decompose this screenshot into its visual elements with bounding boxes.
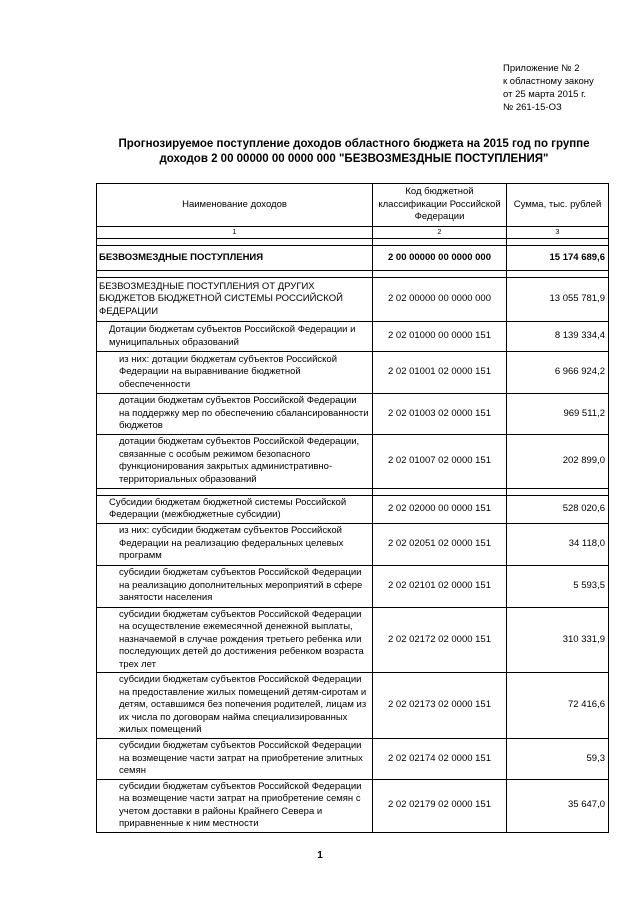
row-amount: 34 118,0 (507, 523, 609, 565)
row-name: из них: дотации бюджетам субъектов Российской Федерации на выравнивание бюджетной обеспеченности (97, 352, 373, 394)
table-row (97, 565, 609, 607)
annex-line: № 261-15-ОЗ (503, 102, 562, 113)
table-row (97, 322, 609, 352)
row-name: субсидии бюджетам субъектов Российской Федерации на реализацию дополнительных мероприятий в сфере занятости населения (97, 565, 373, 607)
row-amount: 15 174 689,6 (507, 246, 609, 271)
spacer-row (97, 239, 609, 246)
row-name: БЕЗВОЗМЕЗДНЫЕ ПОСТУПЛЕНИЯ (97, 246, 373, 271)
row-amount: 310 331,9 (507, 607, 609, 673)
annex-line: Приложение № 2 (503, 63, 580, 74)
table-row (97, 434, 609, 488)
row-amount: 59,3 (507, 739, 609, 780)
row-code: 2 02 02000 00 0000 151 (373, 495, 507, 523)
row-amount: 35 647,0 (507, 779, 609, 832)
row-code: 2 02 01001 02 0000 151 (373, 352, 507, 394)
table-row (97, 523, 609, 565)
row-code: 2 02 01007 02 0000 151 (373, 434, 507, 488)
row-amount: 528 020,6 (507, 495, 609, 523)
row-amount: 969 511,2 (507, 394, 609, 435)
header-sum: Сумма, тыс. рублей (507, 184, 609, 227)
table-row (97, 739, 609, 780)
row-code: 2 02 02172 02 0000 151 (373, 607, 507, 673)
row-amount: 202 899,0 (507, 434, 609, 488)
title-line: Прогнозируемое поступление доходов областного бюджета на 2015 год по группе (118, 138, 590, 150)
table-row (97, 246, 609, 271)
row-code: 2 02 02173 02 0000 151 (373, 673, 507, 739)
row-code: 2 02 00000 00 0000 000 (373, 278, 507, 322)
row-code: 2 02 02179 02 0000 151 (373, 779, 507, 832)
table-header (97, 184, 609, 227)
column-number: 3 (507, 227, 609, 239)
row-name: дотации бюджетам субъектов Российской Федерации, связанные с особым режимом безопасного функционирования закрытых административно-территориальных образований (97, 434, 373, 488)
table-row (97, 394, 609, 435)
column-number: 1 (97, 227, 373, 239)
annex-line: к областному закону (503, 76, 594, 87)
spacer-row (97, 271, 609, 278)
row-code: 2 00 00000 00 0000 000 (373, 246, 507, 271)
row-name: субсидии бюджетам субъектов Российской Федерации на осуществление ежемесячной денежной выплаты, назначаемой в случае рождения третьего ребенка или последующих детей до достижения ребенком возраста трех лет (97, 607, 373, 673)
row-amount: 72 416,6 (507, 673, 609, 739)
row-amount: 8 139 334,4 (507, 322, 609, 352)
table-row (97, 607, 609, 673)
title-line: доходов 2 00 00000 00 0000 000 "БЕЗВОЗМЕЗДНЫЕ ПОСТУПЛЕНИЯ" (159, 153, 549, 165)
row-name: БЕЗВОЗМЕЗДНЫЕ ПОСТУПЛЕНИЯ ОТ ДРУГИХ БЮДЖЕТОВ БЮДЖЕТНОЙ СИСТЕМЫ РОССИЙСКОЙ ФЕДЕРАЦИИ (97, 278, 373, 322)
table-row (97, 495, 609, 523)
spacer-row (97, 488, 609, 495)
annex-line: от 25 марта 2015 г. (503, 89, 587, 100)
row-name: Субсидии бюджетам бюджетной системы Российской Федерации (межбюджетные субсидии) (97, 495, 373, 523)
row-code: 2 02 01003 02 0000 151 (373, 394, 507, 435)
revenue-table (96, 183, 609, 833)
row-name: субсидии бюджетам субъектов Российской Федерации на возмещение части затрат на приобретение семян с учетом доставки в районы Крайнего Севера и приравненные к ним местности (97, 779, 373, 832)
row-name: субсидии бюджетам субъектов Российской Федерации на возмещение части затрат на приобретение элитных семян (97, 739, 373, 780)
table-row (97, 673, 609, 739)
header-code: Код бюджетной классификации Российской Федерации (373, 184, 507, 227)
page-number: 1 (317, 850, 323, 861)
document-title (96, 137, 612, 167)
row-name: Дотации бюджетам субъектов Российской Федерации и муниципальных образований (97, 322, 373, 352)
table-row (97, 352, 609, 394)
row-code: 2 02 02101 02 0000 151 (373, 565, 507, 607)
row-code: 2 02 02051 02 0000 151 (373, 523, 507, 565)
annex-block (503, 62, 594, 114)
row-amount: 5 593,5 (507, 565, 609, 607)
table-row (97, 779, 609, 832)
row-name: из них: субсидии бюджетам субъектов Российской Федерации на реализацию федеральных целевых программ (97, 523, 373, 565)
row-name: субсидии бюджетам субъектов Российской Федерации на предоставление жилых помещений детям-сиротам и детям, оставшимся без попечения родителей, лицам из их числа по договорам найма специализированных жилых помещений (97, 673, 373, 739)
column-numbers-row (97, 227, 609, 239)
table-row (97, 278, 609, 322)
row-name: дотации бюджетам субъектов Российской Федерации на поддержку мер по обеспечению сбалансированности бюджетов (97, 394, 373, 435)
row-code: 2 02 02174 02 0000 151 (373, 739, 507, 780)
row-amount: 13 055 781,9 (507, 278, 609, 322)
row-amount: 6 966 924,2 (507, 352, 609, 394)
row-code: 2 02 01000 00 0000 151 (373, 322, 507, 352)
column-number: 2 (373, 227, 507, 239)
header-name: Наименование доходов (97, 184, 373, 227)
